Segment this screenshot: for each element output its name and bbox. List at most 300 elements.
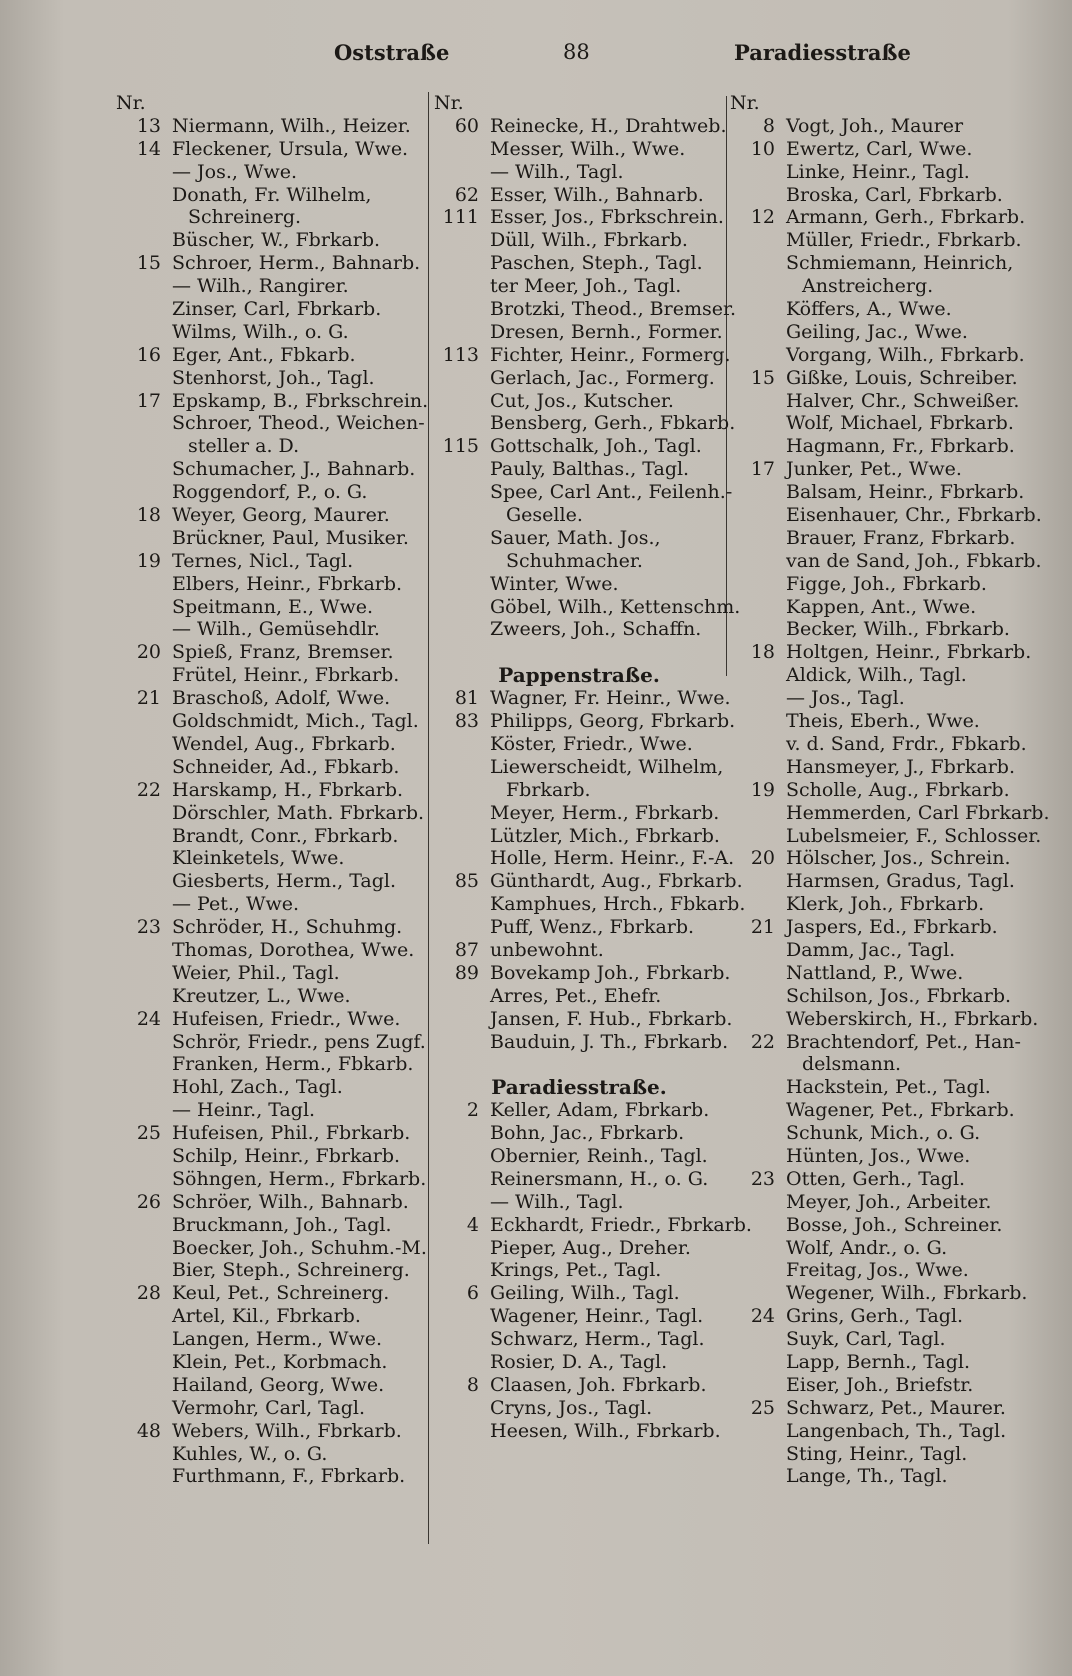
resident-text: Schwarz, Pet., Maurer. bbox=[786, 1396, 1006, 1419]
nr-label: Nr. bbox=[730, 92, 760, 114]
resident-text: Wegener, Wilh., Fbrkarb. bbox=[786, 1282, 1028, 1305]
resident-entry bbox=[730, 1259, 1030, 1282]
resident-text: Schroer, Herm., Bahnarb. bbox=[172, 252, 421, 275]
resident-text: Sting, Heinr., Tagl. bbox=[786, 1442, 968, 1465]
resident-entry bbox=[116, 481, 428, 504]
house-number: 89 bbox=[454, 961, 479, 984]
resident-text: Frütel, Heinr., Fbrkarb. bbox=[172, 664, 400, 687]
column-right bbox=[730, 92, 1050, 1582]
resident-text: Zweers, Joh., Schaffn. bbox=[490, 618, 702, 641]
resident-entry bbox=[730, 573, 1030, 596]
resident-entry bbox=[434, 573, 724, 596]
resident-entry bbox=[434, 1282, 724, 1305]
resident-entry bbox=[116, 275, 428, 298]
page-header bbox=[110, 40, 1010, 76]
resident-entry bbox=[116, 321, 428, 344]
resident-text: Obernier, Reinh., Tagl. bbox=[490, 1145, 708, 1167]
resident-entry bbox=[730, 298, 1030, 321]
resident-entry bbox=[116, 939, 428, 962]
resident-text: Hohl, Zach., Tagl. bbox=[172, 1076, 343, 1099]
house-number: 18 bbox=[136, 504, 161, 527]
house-number: 8 bbox=[466, 1373, 479, 1396]
resident-entry bbox=[434, 412, 736, 435]
resident-entry bbox=[116, 229, 428, 252]
entry-continuation bbox=[434, 550, 724, 573]
resident-text: Hackstein, Pet., Tagl. bbox=[786, 1076, 991, 1099]
resident-text: Gerlach, Jac., Formerg. bbox=[490, 366, 715, 389]
resident-text: Giesberts, Herm., Tagl. bbox=[172, 870, 397, 893]
resident-text: Fleckener, Ursula, Wwe. bbox=[172, 137, 409, 160]
resident-text: Junker, Pet., Wwe. bbox=[786, 458, 962, 481]
column-divider-right bbox=[726, 96, 727, 676]
resident-entry bbox=[434, 1237, 724, 1260]
house-number: 8 bbox=[762, 114, 775, 137]
resident-text: Franken, Herm., Fbkarb. bbox=[172, 1053, 414, 1076]
resident-text: Brückner, Paul, Musiker. bbox=[172, 526, 409, 549]
resident-entry bbox=[730, 1305, 1030, 1328]
resident-text: Hölscher, Jos., Schrein. bbox=[786, 847, 1011, 870]
resident-text: Eckhardt, Friedr., Fbrkarb. bbox=[490, 1213, 752, 1236]
resident-entry bbox=[730, 939, 1030, 962]
resident-entry bbox=[434, 893, 746, 916]
resident-text: Freitag, Jos., Wwe. bbox=[786, 1259, 969, 1282]
resident-entry bbox=[116, 573, 428, 596]
house-number: 4 bbox=[466, 1213, 479, 1236]
resident-text: Brandt, Conr., Fbrkarb. bbox=[172, 824, 399, 847]
resident-entry bbox=[434, 1351, 724, 1374]
resident-entry bbox=[434, 252, 724, 275]
resident-entry bbox=[434, 1420, 724, 1443]
entry-continuation bbox=[434, 504, 724, 527]
resident-entry bbox=[116, 756, 428, 779]
resident-entry bbox=[730, 504, 1042, 527]
house-number: 2 bbox=[466, 1099, 479, 1122]
resident-text: Hagmann, Fr., Fbrkarb. bbox=[786, 435, 1015, 458]
resident-entry bbox=[730, 435, 1030, 458]
house-number: 21 bbox=[136, 687, 161, 710]
resident-entry bbox=[730, 1168, 1030, 1191]
house-number: 24 bbox=[750, 1305, 775, 1328]
resident-entry bbox=[434, 1191, 724, 1214]
house-number: 12 bbox=[750, 206, 775, 229]
resident-entry bbox=[116, 504, 428, 527]
resident-entry bbox=[434, 1397, 724, 1420]
resident-entry bbox=[116, 618, 428, 641]
column-divider-left bbox=[428, 92, 429, 1544]
resident-entry bbox=[434, 1122, 724, 1145]
resident-entry bbox=[116, 1099, 428, 1122]
resident-text: — Jos., Wwe. bbox=[172, 160, 298, 183]
house-number: 48 bbox=[136, 1419, 161, 1442]
resident-entry bbox=[730, 1237, 1030, 1260]
nr-label: Nr. bbox=[116, 92, 146, 114]
house-number: 15 bbox=[136, 252, 161, 275]
resident-text: Rosier, D. A., Tagl. bbox=[490, 1351, 668, 1374]
resident-text: Gottschalk, Joh., Tagl. bbox=[490, 435, 702, 458]
house-number: 6 bbox=[466, 1282, 479, 1305]
resident-entry bbox=[730, 664, 1030, 687]
resident-entry bbox=[730, 596, 1030, 619]
resident-text: Jansen, F. Hub., Fbrkarb. bbox=[490, 1007, 733, 1030]
resident-text: Keul, Pet., Schreinerg. bbox=[172, 1282, 390, 1305]
resident-text: Holle, Herm. Heinr., F.-A. bbox=[490, 847, 735, 870]
resident-text: Scholle, Aug., Fbrkarb. bbox=[786, 778, 1010, 801]
resident-text: Balsam, Heinr., Fbrkarb. bbox=[786, 481, 1025, 504]
resident-text: Puff, Wenz., Fbrkarb. bbox=[490, 916, 695, 939]
resident-entry bbox=[116, 458, 428, 481]
resident-entry bbox=[434, 1213, 752, 1237]
resident-text: Figge, Joh., Fbrkarb. bbox=[786, 572, 987, 595]
resident-text: Hemmerden, Carl Fbrkarb. bbox=[786, 801, 1050, 824]
resident-entry bbox=[116, 893, 428, 916]
resident-entry bbox=[730, 458, 1030, 481]
resident-entry bbox=[730, 687, 1030, 710]
resident-entry bbox=[730, 161, 1030, 184]
resident-text: Bauduin, J. Th., Fbrkarb. bbox=[490, 1030, 729, 1053]
resident-entry bbox=[116, 1397, 428, 1420]
resident-text: Artel, Kil., Fbrkarb. bbox=[172, 1305, 361, 1328]
resident-entry bbox=[116, 1374, 428, 1397]
house-number: 85 bbox=[454, 870, 479, 893]
house-number: 87 bbox=[454, 938, 479, 961]
resident-entry bbox=[116, 1465, 428, 1488]
resident-text: Göbel, Wilh., Kettenschm. bbox=[490, 595, 741, 618]
house-number: 23 bbox=[136, 916, 161, 939]
resident-text: Meyer, Joh., Arbeiter. bbox=[786, 1190, 992, 1213]
right-street-heading: Paradiesstraße bbox=[734, 40, 911, 65]
resident-text: Wendel, Aug., Fbrkarb. bbox=[172, 732, 396, 755]
resident-entry bbox=[116, 962, 428, 985]
resident-text: Weyer, Georg, Maurer. bbox=[172, 504, 390, 527]
resident-entry bbox=[434, 1259, 724, 1282]
resident-entry bbox=[434, 710, 736, 733]
resident-entry bbox=[116, 1443, 428, 1466]
resident-entry bbox=[116, 802, 428, 825]
resident-text: Esser, Jos., Fbrkschrein. bbox=[490, 206, 724, 229]
resident-entry bbox=[730, 115, 1030, 138]
resident-entry bbox=[730, 962, 1030, 985]
house-number: 25 bbox=[136, 1122, 161, 1145]
house-number: 23 bbox=[750, 1167, 775, 1190]
resident-entry bbox=[116, 1168, 428, 1191]
resident-text: Liewerscheidt, Wilhelm, bbox=[490, 755, 724, 778]
resident-entry bbox=[116, 825, 428, 848]
resident-text: Vorgang, Wilh., Fbrkarb. bbox=[786, 343, 1025, 366]
resident-text: — Wilh., Tagl. bbox=[490, 1190, 624, 1213]
resident-text: Büscher, W., Fbrkarb. bbox=[172, 229, 381, 252]
resident-text: Brotzki, Theod., Bremser. bbox=[490, 298, 737, 321]
resident-entry bbox=[434, 870, 743, 893]
resident-entry bbox=[434, 184, 724, 207]
house-number: 62 bbox=[454, 183, 479, 206]
resident-entry bbox=[730, 138, 1030, 161]
resident-text: Kuhles, W., o. G. bbox=[172, 1442, 328, 1465]
resident-text: Fbrkarb. bbox=[506, 778, 591, 801]
resident-text: delsmann. bbox=[802, 1053, 902, 1076]
resident-entry bbox=[116, 298, 428, 321]
resident-entry bbox=[434, 733, 724, 756]
resident-text: Lange, Th., Tagl. bbox=[786, 1465, 948, 1488]
resident-entry bbox=[116, 115, 428, 138]
resident-text: Lützler, Mich., Fbrkarb. bbox=[490, 824, 720, 847]
resident-entry bbox=[116, 710, 428, 733]
resident-text: Schwarz, Herm., Tagl. bbox=[490, 1328, 705, 1351]
resident-entry bbox=[730, 1328, 1030, 1351]
resident-entry bbox=[730, 824, 1042, 848]
entry-continuation bbox=[116, 206, 428, 229]
resident-entry bbox=[434, 916, 724, 939]
resident-text: Hünten, Jos., Wwe. bbox=[786, 1144, 971, 1167]
resident-entry bbox=[434, 1168, 724, 1191]
resident-entry bbox=[434, 1007, 733, 1031]
resident-entry bbox=[730, 1031, 1030, 1054]
resident-text: Bruckmann, Joh., Tagl. bbox=[172, 1213, 392, 1236]
resident-text: Schunk, Mich., o. G. bbox=[786, 1122, 981, 1145]
resident-text: Reinecke, H., Drahtweb. bbox=[490, 114, 727, 137]
resident-entry bbox=[434, 802, 724, 825]
resident-text: steller a. D. bbox=[188, 435, 300, 458]
page-number: 88 bbox=[563, 40, 590, 64]
resident-entry bbox=[434, 481, 733, 504]
resident-text: Ewertz, Carl, Wwe. bbox=[786, 137, 973, 160]
resident-text: Paschen, Steph., Tagl. bbox=[490, 252, 703, 275]
resident-text: Schroer, Theod., Weichen- bbox=[172, 412, 425, 435]
resident-text: Müller, Friedr., Fbrkarb. bbox=[786, 229, 1022, 252]
resident-text: Hansmeyer, J., Fbrkarb. bbox=[786, 755, 1016, 778]
resident-entry bbox=[116, 527, 428, 550]
resident-text: Thomas, Dorothea, Wwe. bbox=[172, 938, 415, 961]
resident-text: Suyk, Carl, Tagl. bbox=[786, 1328, 946, 1351]
nr-label: Nr. bbox=[434, 92, 464, 114]
resident-text: Bohn, Jac., Fbrkarb. bbox=[490, 1122, 685, 1145]
resident-text: Köster, Friedr., Wwe. bbox=[490, 732, 693, 755]
resident-text: Langenbach, Th., Tagl. bbox=[786, 1419, 1007, 1442]
house-number: 19 bbox=[136, 549, 161, 572]
house-number: 60 bbox=[454, 114, 479, 137]
resident-entry bbox=[116, 1122, 428, 1145]
resident-text: unbewohnt. bbox=[490, 938, 604, 961]
house-number: 22 bbox=[136, 778, 161, 801]
resident-text: Schreinerg. bbox=[188, 206, 302, 229]
resident-text: Eisenhauer, Chr., Fbrkarb. bbox=[786, 504, 1042, 527]
resident-text: Düll, Wilh., Fbrkarb. bbox=[490, 229, 688, 252]
resident-text: Lubelsmeier, F., Schlosser. bbox=[786, 824, 1042, 847]
resident-text: Armann, Gerh., Fbrkarb. bbox=[786, 206, 1026, 229]
resident-text: Philipps, Georg, Fbrkarb. bbox=[490, 710, 736, 733]
resident-text: Harmsen, Gradus, Tagl. bbox=[786, 870, 1015, 893]
resident-entry bbox=[434, 595, 741, 619]
resident-entry bbox=[730, 1351, 1030, 1374]
house-number: 111 bbox=[442, 206, 479, 229]
resident-entry bbox=[116, 1328, 428, 1351]
resident-entry bbox=[730, 344, 1030, 367]
resident-entry bbox=[730, 779, 1030, 802]
resident-entry bbox=[116, 733, 428, 756]
resident-text: Dresen, Bernh., Former. bbox=[490, 320, 723, 343]
resident-text: Krings, Pet., Tagl. bbox=[490, 1259, 662, 1282]
resident-entry bbox=[730, 527, 1030, 550]
resident-entry bbox=[730, 321, 1030, 344]
resident-text: Epskamp, B., Fbrkschrein. bbox=[172, 389, 429, 412]
resident-entry bbox=[434, 1145, 724, 1168]
resident-entry bbox=[116, 412, 428, 435]
column-nr-heading bbox=[730, 92, 1030, 115]
house-number: 21 bbox=[750, 916, 775, 939]
resident-text: Boecker, Joh., Schuhm.-M. bbox=[172, 1236, 427, 1259]
resident-entry bbox=[434, 961, 731, 985]
resident-entry bbox=[730, 1420, 1030, 1443]
resident-entry bbox=[434, 298, 737, 321]
resident-entry bbox=[434, 390, 724, 413]
resident-entry bbox=[434, 343, 731, 367]
resident-text: Bier, Steph., Schreinerg. bbox=[172, 1259, 410, 1282]
resident-text: Ternes, Nicl., Tagl. bbox=[172, 549, 354, 572]
resident-entry bbox=[434, 206, 724, 229]
resident-entry bbox=[434, 367, 724, 390]
house-number: 25 bbox=[750, 1396, 775, 1419]
resident-text: Köffers, A., Wwe. bbox=[786, 298, 952, 321]
resident-text: Winter, Wwe. bbox=[490, 572, 619, 595]
entry-continuation bbox=[730, 275, 1030, 298]
resident-entry bbox=[730, 1145, 1030, 1168]
column-nr-heading bbox=[434, 92, 724, 115]
resident-text: Pauly, Balthas., Tagl. bbox=[490, 458, 690, 481]
resident-entry bbox=[730, 870, 1030, 893]
resident-entry bbox=[116, 1008, 428, 1031]
resident-text: v. d. Sand, Frdr., Fbkarb. bbox=[786, 732, 1027, 755]
resident-text: Klerk, Joh., Fbrkarb. bbox=[786, 893, 985, 916]
house-number: 115 bbox=[442, 435, 479, 458]
resident-entry bbox=[730, 847, 1030, 870]
resident-text: Stenhorst, Joh., Tagl. bbox=[172, 366, 375, 389]
resident-text: Zinser, Carl, Fbrkarb. bbox=[172, 298, 382, 321]
resident-text: Meyer, Herm., Fbrkarb. bbox=[490, 801, 720, 824]
resident-text: Donath, Fr. Wilhelm, bbox=[172, 183, 372, 206]
resident-text: Geiling, Jac., Wwe. bbox=[786, 320, 968, 343]
street-section-heading: Pappenstraße. bbox=[498, 663, 660, 688]
resident-entry bbox=[434, 1328, 724, 1351]
resident-entry bbox=[116, 1351, 428, 1374]
resident-text: Broska, Carl, Fbrkarb. bbox=[786, 183, 1003, 206]
resident-entry bbox=[730, 1214, 1030, 1237]
resident-text: Wolf, Michael, Fbrkarb. bbox=[786, 412, 1014, 435]
resident-entry bbox=[116, 550, 428, 573]
resident-text: Esser, Wilh., Bahnarb. bbox=[490, 183, 704, 206]
resident-entry bbox=[116, 1214, 428, 1237]
resident-text: Hufeisen, Phil., Fbrkarb. bbox=[172, 1122, 411, 1145]
resident-text: — Jos., Tagl. bbox=[786, 687, 905, 710]
resident-text: — Pet., Wwe. bbox=[172, 893, 300, 916]
resident-text: Vermohr, Carl, Tagl. bbox=[172, 1396, 365, 1419]
resident-text: Otten, Gerh., Tagl. bbox=[786, 1167, 966, 1190]
resident-text: Gißke, Louis, Schreiber. bbox=[786, 366, 1018, 389]
resident-text: — Wilh., Gemüsehdlr. bbox=[172, 618, 380, 641]
resident-text: Fichter, Heinr., Formerg. bbox=[490, 343, 731, 366]
resident-entry bbox=[730, 412, 1030, 435]
resident-text: Holtgen, Heinr., Fbrkarb. bbox=[786, 641, 1032, 664]
resident-entry bbox=[116, 367, 428, 390]
column-nr-heading bbox=[116, 92, 428, 115]
resident-entry bbox=[730, 1374, 1030, 1397]
resident-text: Heesen, Wilh., Fbrkarb. bbox=[490, 1419, 721, 1442]
resident-text: Günthardt, Aug., Fbrkarb. bbox=[490, 870, 743, 893]
resident-entry bbox=[434, 138, 724, 161]
resident-entry bbox=[730, 1282, 1030, 1305]
resident-entry bbox=[730, 367, 1030, 390]
house-number: 24 bbox=[136, 1007, 161, 1030]
resident-text: Bensberg, Gerh., Fbkarb. bbox=[490, 412, 736, 435]
resident-entry bbox=[730, 549, 1042, 573]
house-number: 17 bbox=[750, 458, 775, 481]
resident-text: Brauer, Franz, Fbrkarb. bbox=[786, 526, 1016, 549]
resident-entry bbox=[434, 618, 724, 641]
resident-entry bbox=[434, 275, 724, 298]
resident-entry bbox=[730, 1122, 1030, 1145]
resident-text: Theis, Eberh., Wwe. bbox=[786, 710, 980, 733]
resident-entry bbox=[116, 1053, 428, 1076]
resident-entry bbox=[434, 229, 724, 252]
resident-entry bbox=[730, 985, 1030, 1008]
resident-text: Grins, Gerh., Tagl. bbox=[786, 1305, 964, 1328]
resident-text: Klein, Pet., Korbmach. bbox=[172, 1350, 388, 1373]
resident-text: Becker, Wilh., Fbrkarb. bbox=[786, 618, 1010, 641]
resident-entry bbox=[434, 527, 724, 550]
resident-text: Cryns, Jos., Tagl. bbox=[490, 1396, 653, 1419]
resident-text: Schröder, H., Schuhmg. bbox=[172, 916, 403, 939]
resident-text: Goldschmidt, Mich., Tagl. bbox=[172, 710, 419, 733]
resident-text: Wagner, Fr. Heinr., Wwe. bbox=[490, 687, 731, 710]
resident-entry bbox=[434, 1374, 724, 1397]
resident-entry bbox=[730, 1191, 1030, 1214]
resident-text: — Wilh., Tagl. bbox=[490, 160, 624, 183]
resident-text: Brachtendorf, Pet., Han- bbox=[786, 1030, 1021, 1053]
resident-entry bbox=[116, 1282, 428, 1305]
resident-entry bbox=[116, 1145, 428, 1168]
resident-text: Aldick, Wilh., Tagl. bbox=[786, 664, 967, 687]
resident-text: Eger, Ant., Fbkarb. bbox=[172, 343, 356, 366]
resident-entry bbox=[730, 916, 1030, 939]
resident-entry bbox=[730, 1397, 1030, 1420]
house-number: 13 bbox=[136, 114, 161, 137]
resident-entry bbox=[434, 1305, 724, 1328]
resident-entry bbox=[730, 229, 1030, 252]
house-number: 15 bbox=[750, 366, 775, 389]
resident-entry bbox=[434, 825, 724, 848]
resident-entry bbox=[116, 664, 428, 687]
resident-entry bbox=[116, 1420, 428, 1443]
resident-entry bbox=[730, 206, 1030, 229]
resident-text: — Wilh., Rangirer. bbox=[172, 275, 349, 298]
resident-text: Damm, Jac., Tagl. bbox=[786, 938, 956, 961]
resident-text: Eiser, Joh., Briefstr. bbox=[786, 1373, 974, 1396]
resident-text: Schrör, Friedr., pens Zugf. bbox=[172, 1030, 426, 1053]
resident-entry bbox=[730, 252, 1030, 275]
resident-entry bbox=[116, 847, 428, 870]
column-left bbox=[116, 92, 428, 1582]
resident-entry bbox=[730, 893, 1030, 916]
resident-text: Webers, Wilh., Fbrkarb. bbox=[172, 1419, 402, 1442]
resident-text: Weberskirch, H., Fbrkarb. bbox=[786, 1007, 1039, 1030]
resident-text: Halver, Chr., Schweißer. bbox=[786, 389, 1020, 412]
resident-text: Schuhmacher. bbox=[506, 549, 643, 572]
resident-text: Kappen, Ant., Wwe. bbox=[786, 595, 977, 618]
resident-text: Hailand, Georg, Wwe. bbox=[172, 1373, 385, 1396]
resident-text: Kamphues, Hrch., Fbkarb. bbox=[490, 893, 746, 916]
resident-text: Dörschler, Math. Fbrkarb. bbox=[172, 801, 425, 824]
resident-text: Speitmann, E., Wwe. bbox=[172, 595, 374, 618]
house-number: 81 bbox=[454, 687, 479, 710]
resident-text: Sauer, Math. Jos., bbox=[490, 526, 661, 549]
